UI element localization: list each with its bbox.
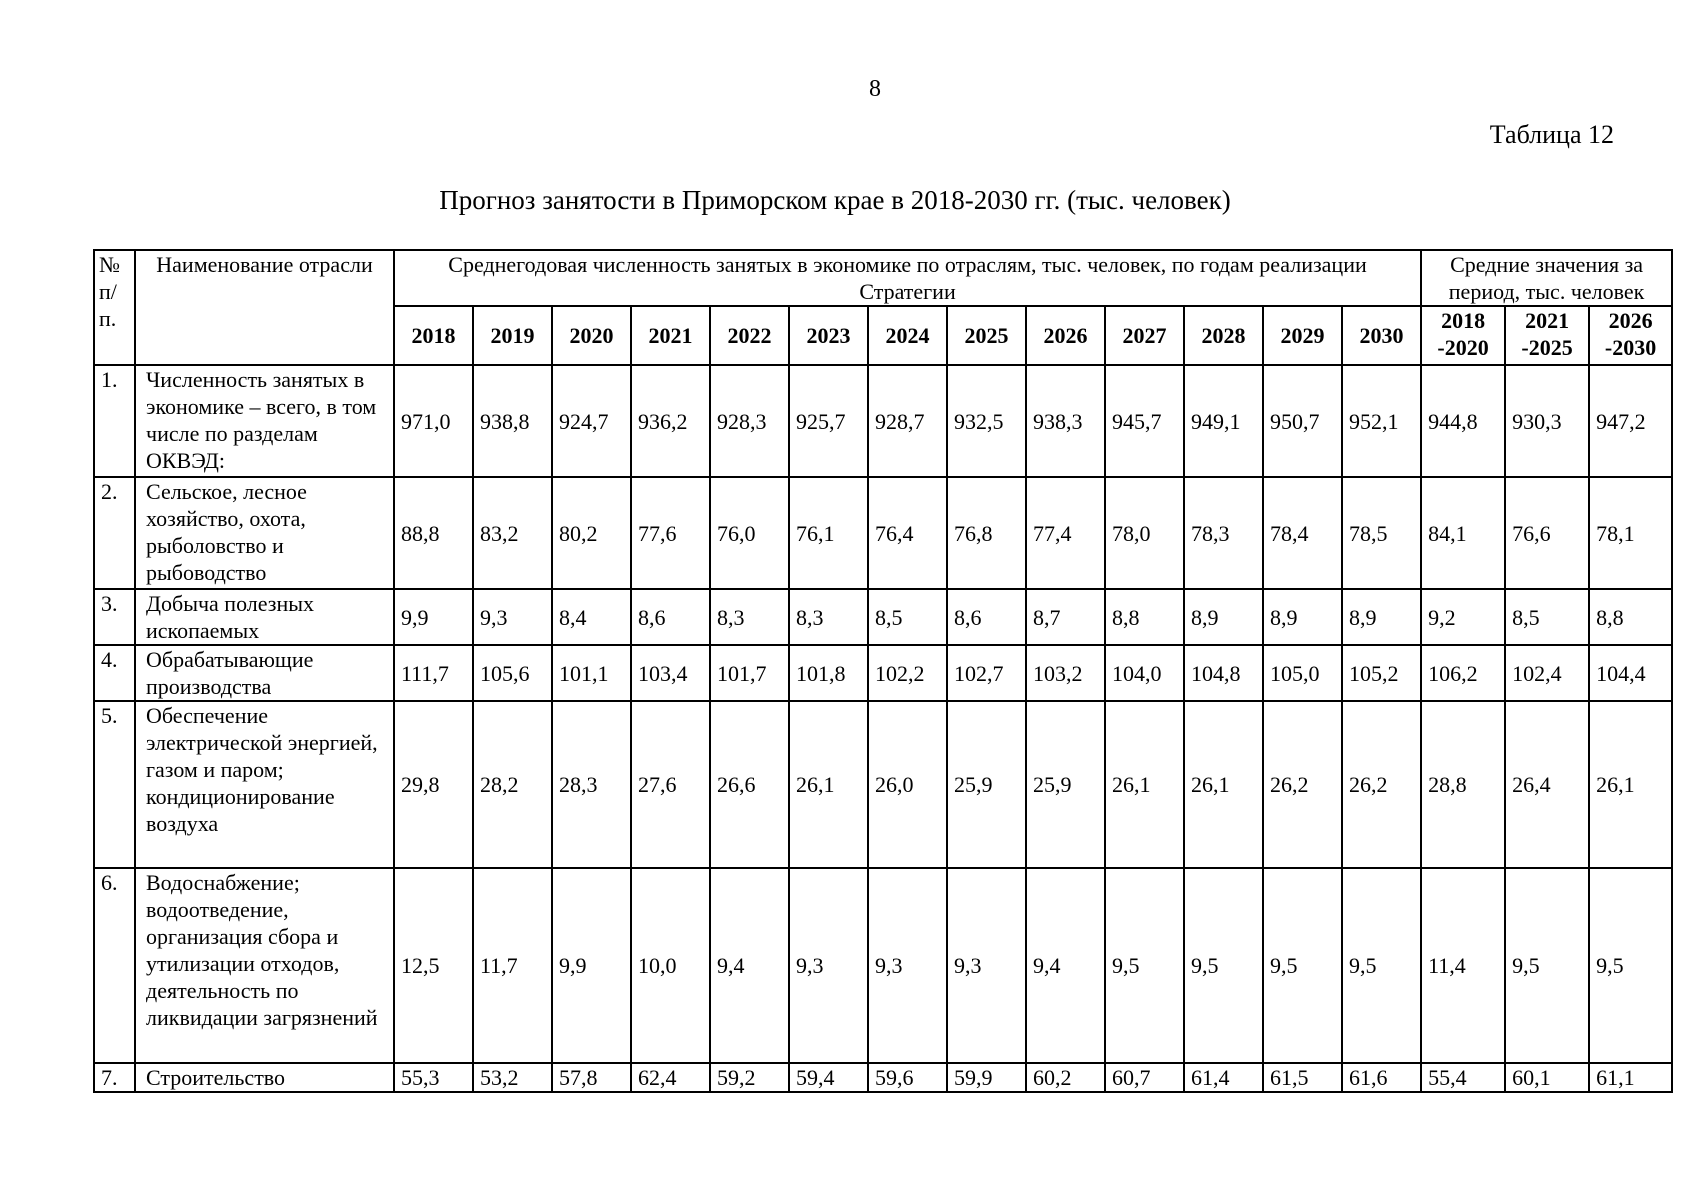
value-cell: 925,7: [789, 365, 868, 477]
value-cell: 101,7: [710, 645, 789, 701]
value-cell: 26,0: [868, 701, 947, 868]
table-row: [94, 1063, 1672, 1092]
value-cell: 61,1: [1589, 1063, 1672, 1092]
table-row: [94, 589, 1672, 645]
page-number: 8: [869, 76, 881, 102]
value-cell: 26,4: [1505, 701, 1589, 868]
value-cell: 104,0: [1105, 645, 1184, 701]
value-cell: 25,9: [947, 701, 1026, 868]
value-cell: 61,5: [1263, 1063, 1342, 1092]
row-index: 6.: [94, 868, 135, 1063]
document-title: Прогноз занятости в Приморском крае в 2018-2030 гг. (тыс. человек): [439, 185, 1231, 215]
value-cell: 78,3: [1184, 477, 1263, 589]
value-cell: 8,5: [868, 589, 947, 645]
value-cell: 61,6: [1342, 1063, 1421, 1092]
value-cell: 936,2: [631, 365, 710, 477]
header-periods-group: Средние значения за период, тыс. человек: [1421, 250, 1672, 306]
value-cell: 8,9: [1263, 589, 1342, 645]
row-name: Численность занятых в экономике – всего, в том числе по разделам ОКВЭД:: [135, 365, 394, 477]
value-cell: 9,2: [1421, 589, 1505, 645]
value-cell: 8,6: [631, 589, 710, 645]
value-cell: 29,8: [394, 701, 473, 868]
value-cell: 84,1: [1421, 477, 1505, 589]
row-name: Строительство: [135, 1063, 394, 1092]
value-cell: 78,4: [1263, 477, 1342, 589]
value-cell: 78,0: [1105, 477, 1184, 589]
value-cell: 105,6: [473, 645, 552, 701]
value-cell: 9,3: [868, 868, 947, 1063]
value-cell: 57,8: [552, 1063, 631, 1092]
value-cell: 9,3: [473, 589, 552, 645]
value-cell: 9,5: [1263, 868, 1342, 1063]
value-cell: 61,4: [1184, 1063, 1263, 1092]
value-cell: 8,6: [947, 589, 1026, 645]
value-cell: 26,1: [789, 701, 868, 868]
value-cell: 102,7: [947, 645, 1026, 701]
value-cell: 80,2: [552, 477, 631, 589]
value-cell: 78,1: [1589, 477, 1672, 589]
value-cell: 971,0: [394, 365, 473, 477]
row-name: Сельское, лесное хозяйство, охота, рыболовство и рыбоводство: [135, 477, 394, 589]
value-cell: 930,3: [1505, 365, 1589, 477]
value-cell: 27,6: [631, 701, 710, 868]
header-year: 2023: [789, 306, 868, 365]
value-cell: 106,2: [1421, 645, 1505, 701]
value-cell: 59,4: [789, 1063, 868, 1092]
value-cell: 55,3: [394, 1063, 473, 1092]
header-year: 2022: [710, 306, 789, 365]
value-cell: 9,4: [1026, 868, 1105, 1063]
header-year: 2030: [1342, 306, 1421, 365]
value-cell: 11,4: [1421, 868, 1505, 1063]
row-index: 1.: [94, 365, 135, 477]
value-cell: 9,3: [789, 868, 868, 1063]
header-name: Наименование отрасли: [135, 250, 394, 365]
value-cell: 928,3: [710, 365, 789, 477]
value-cell: 938,8: [473, 365, 552, 477]
value-cell: 9,9: [394, 589, 473, 645]
value-cell: 949,1: [1184, 365, 1263, 477]
value-cell: 76,6: [1505, 477, 1589, 589]
value-cell: 101,1: [552, 645, 631, 701]
header-year: 2029: [1263, 306, 1342, 365]
value-cell: 77,6: [631, 477, 710, 589]
value-cell: 88,8: [394, 477, 473, 589]
header-period-end: -2025: [1521, 335, 1573, 360]
header-period-end: -2030: [1604, 335, 1657, 360]
value-cell: 60,2: [1026, 1063, 1105, 1092]
header-year: 2019: [473, 306, 552, 365]
value-cell: 104,4: [1589, 645, 1672, 701]
value-cell: 60,1: [1505, 1063, 1589, 1092]
header-year: 2027: [1105, 306, 1184, 365]
value-cell: 12,5: [394, 868, 473, 1063]
table-row: [94, 701, 1672, 868]
value-cell: 9,5: [1505, 868, 1589, 1063]
table-row: [94, 365, 1672, 477]
value-cell: 8,7: [1026, 589, 1105, 645]
table-row: [94, 868, 1672, 1063]
value-cell: 8,3: [789, 589, 868, 645]
value-cell: 950,7: [1263, 365, 1342, 477]
row-index: 4.: [94, 645, 135, 701]
value-cell: 25,9: [1026, 701, 1105, 868]
row-index: 5.: [94, 701, 135, 868]
value-cell: 947,2: [1589, 365, 1672, 477]
value-cell: 9,3: [947, 868, 1026, 1063]
value-cell: 945,7: [1105, 365, 1184, 477]
value-cell: 26,2: [1342, 701, 1421, 868]
value-cell: 8,9: [1342, 589, 1421, 645]
table-row: [94, 645, 1672, 701]
value-cell: 104,8: [1184, 645, 1263, 701]
value-cell: 9,5: [1105, 868, 1184, 1063]
value-cell: 102,2: [868, 645, 947, 701]
value-cell: 9,5: [1184, 868, 1263, 1063]
value-cell: 76,1: [789, 477, 868, 589]
header-period-end: -2020: [1437, 335, 1489, 360]
value-cell: 103,2: [1026, 645, 1105, 701]
value-cell: 8,8: [1589, 589, 1672, 645]
value-cell: 8,5: [1505, 589, 1589, 645]
value-cell: 9,5: [1589, 868, 1672, 1063]
value-cell: 8,8: [1105, 589, 1184, 645]
value-cell: 28,2: [473, 701, 552, 868]
value-cell: 8,4: [552, 589, 631, 645]
value-cell: 9,5: [1342, 868, 1421, 1063]
value-cell: 26,1: [1589, 701, 1672, 868]
value-cell: 55,4: [1421, 1063, 1505, 1092]
value-cell: 53,2: [473, 1063, 552, 1092]
table-label: Таблица 12: [1489, 120, 1614, 149]
value-cell: 60,7: [1105, 1063, 1184, 1092]
header-period: [1505, 306, 1589, 365]
value-cell: 26,2: [1263, 701, 1342, 868]
value-cell: 76,4: [868, 477, 947, 589]
value-cell: 10,0: [631, 868, 710, 1063]
value-cell: 26,1: [1184, 701, 1263, 868]
header-year: 2026: [1026, 306, 1105, 365]
header-year: 2024: [868, 306, 947, 365]
value-cell: 26,6: [710, 701, 789, 868]
value-cell: 111,7: [394, 645, 473, 701]
header-year: 2020: [552, 306, 631, 365]
row-index: 2.: [94, 477, 135, 589]
value-cell: 59,2: [710, 1063, 789, 1092]
value-cell: 8,9: [1184, 589, 1263, 645]
value-cell: 59,6: [868, 1063, 947, 1092]
header-period-start: 2026: [1608, 308, 1653, 333]
row-name: Добыча полезных ископаемых: [135, 589, 394, 645]
value-cell: 102,4: [1505, 645, 1589, 701]
value-cell: 932,5: [947, 365, 1026, 477]
header-index: № п/ п.: [94, 250, 135, 365]
header-year: 2018: [394, 306, 473, 365]
value-cell: 83,2: [473, 477, 552, 589]
value-cell: 9,9: [552, 868, 631, 1063]
value-cell: 59,9: [947, 1063, 1026, 1092]
value-cell: 28,3: [552, 701, 631, 868]
header-year: 2028: [1184, 306, 1263, 365]
row-index: 7.: [94, 1063, 135, 1092]
row-name: Обрабатывающие производства: [135, 645, 394, 701]
value-cell: 938,3: [1026, 365, 1105, 477]
table-row: [94, 477, 1672, 589]
header-years-group: Среднегодовая численность занятых в экономике по отраслям, тыс. человек, по годам реализации Стратегии: [394, 250, 1421, 306]
employment-forecast-table: [93, 249, 1673, 1093]
value-cell: 11,7: [473, 868, 552, 1063]
value-cell: 76,8: [947, 477, 1026, 589]
value-cell: 77,4: [1026, 477, 1105, 589]
value-cell: 62,4: [631, 1063, 710, 1092]
row-name: Водоснабжение; водоотведение, организация сбора и утилизации отходов, деятельность по ликвидации загрязнений: [135, 868, 394, 1063]
header-year: 2025: [947, 306, 1026, 365]
value-cell: 105,2: [1342, 645, 1421, 701]
header-period-start: 2021: [1525, 308, 1570, 333]
value-cell: 9,4: [710, 868, 789, 1063]
value-cell: 28,8: [1421, 701, 1505, 868]
header-year: 2021: [631, 306, 710, 365]
value-cell: 924,7: [552, 365, 631, 477]
header-period: [1421, 306, 1505, 365]
header-period: [1589, 306, 1672, 365]
value-cell: 26,1: [1105, 701, 1184, 868]
value-cell: 952,1: [1342, 365, 1421, 477]
row-index: 3.: [94, 589, 135, 645]
value-cell: 76,0: [710, 477, 789, 589]
value-cell: 928,7: [868, 365, 947, 477]
value-cell: 105,0: [1263, 645, 1342, 701]
value-cell: 944,8: [1421, 365, 1505, 477]
value-cell: 101,8: [789, 645, 868, 701]
row-name: Обеспечение электрической энергией, газом и паром; кондиционирование воздуха: [135, 701, 394, 868]
header-period-start: 2018: [1441, 308, 1486, 333]
value-cell: 103,4: [631, 645, 710, 701]
value-cell: 78,5: [1342, 477, 1421, 589]
value-cell: 8,3: [710, 589, 789, 645]
